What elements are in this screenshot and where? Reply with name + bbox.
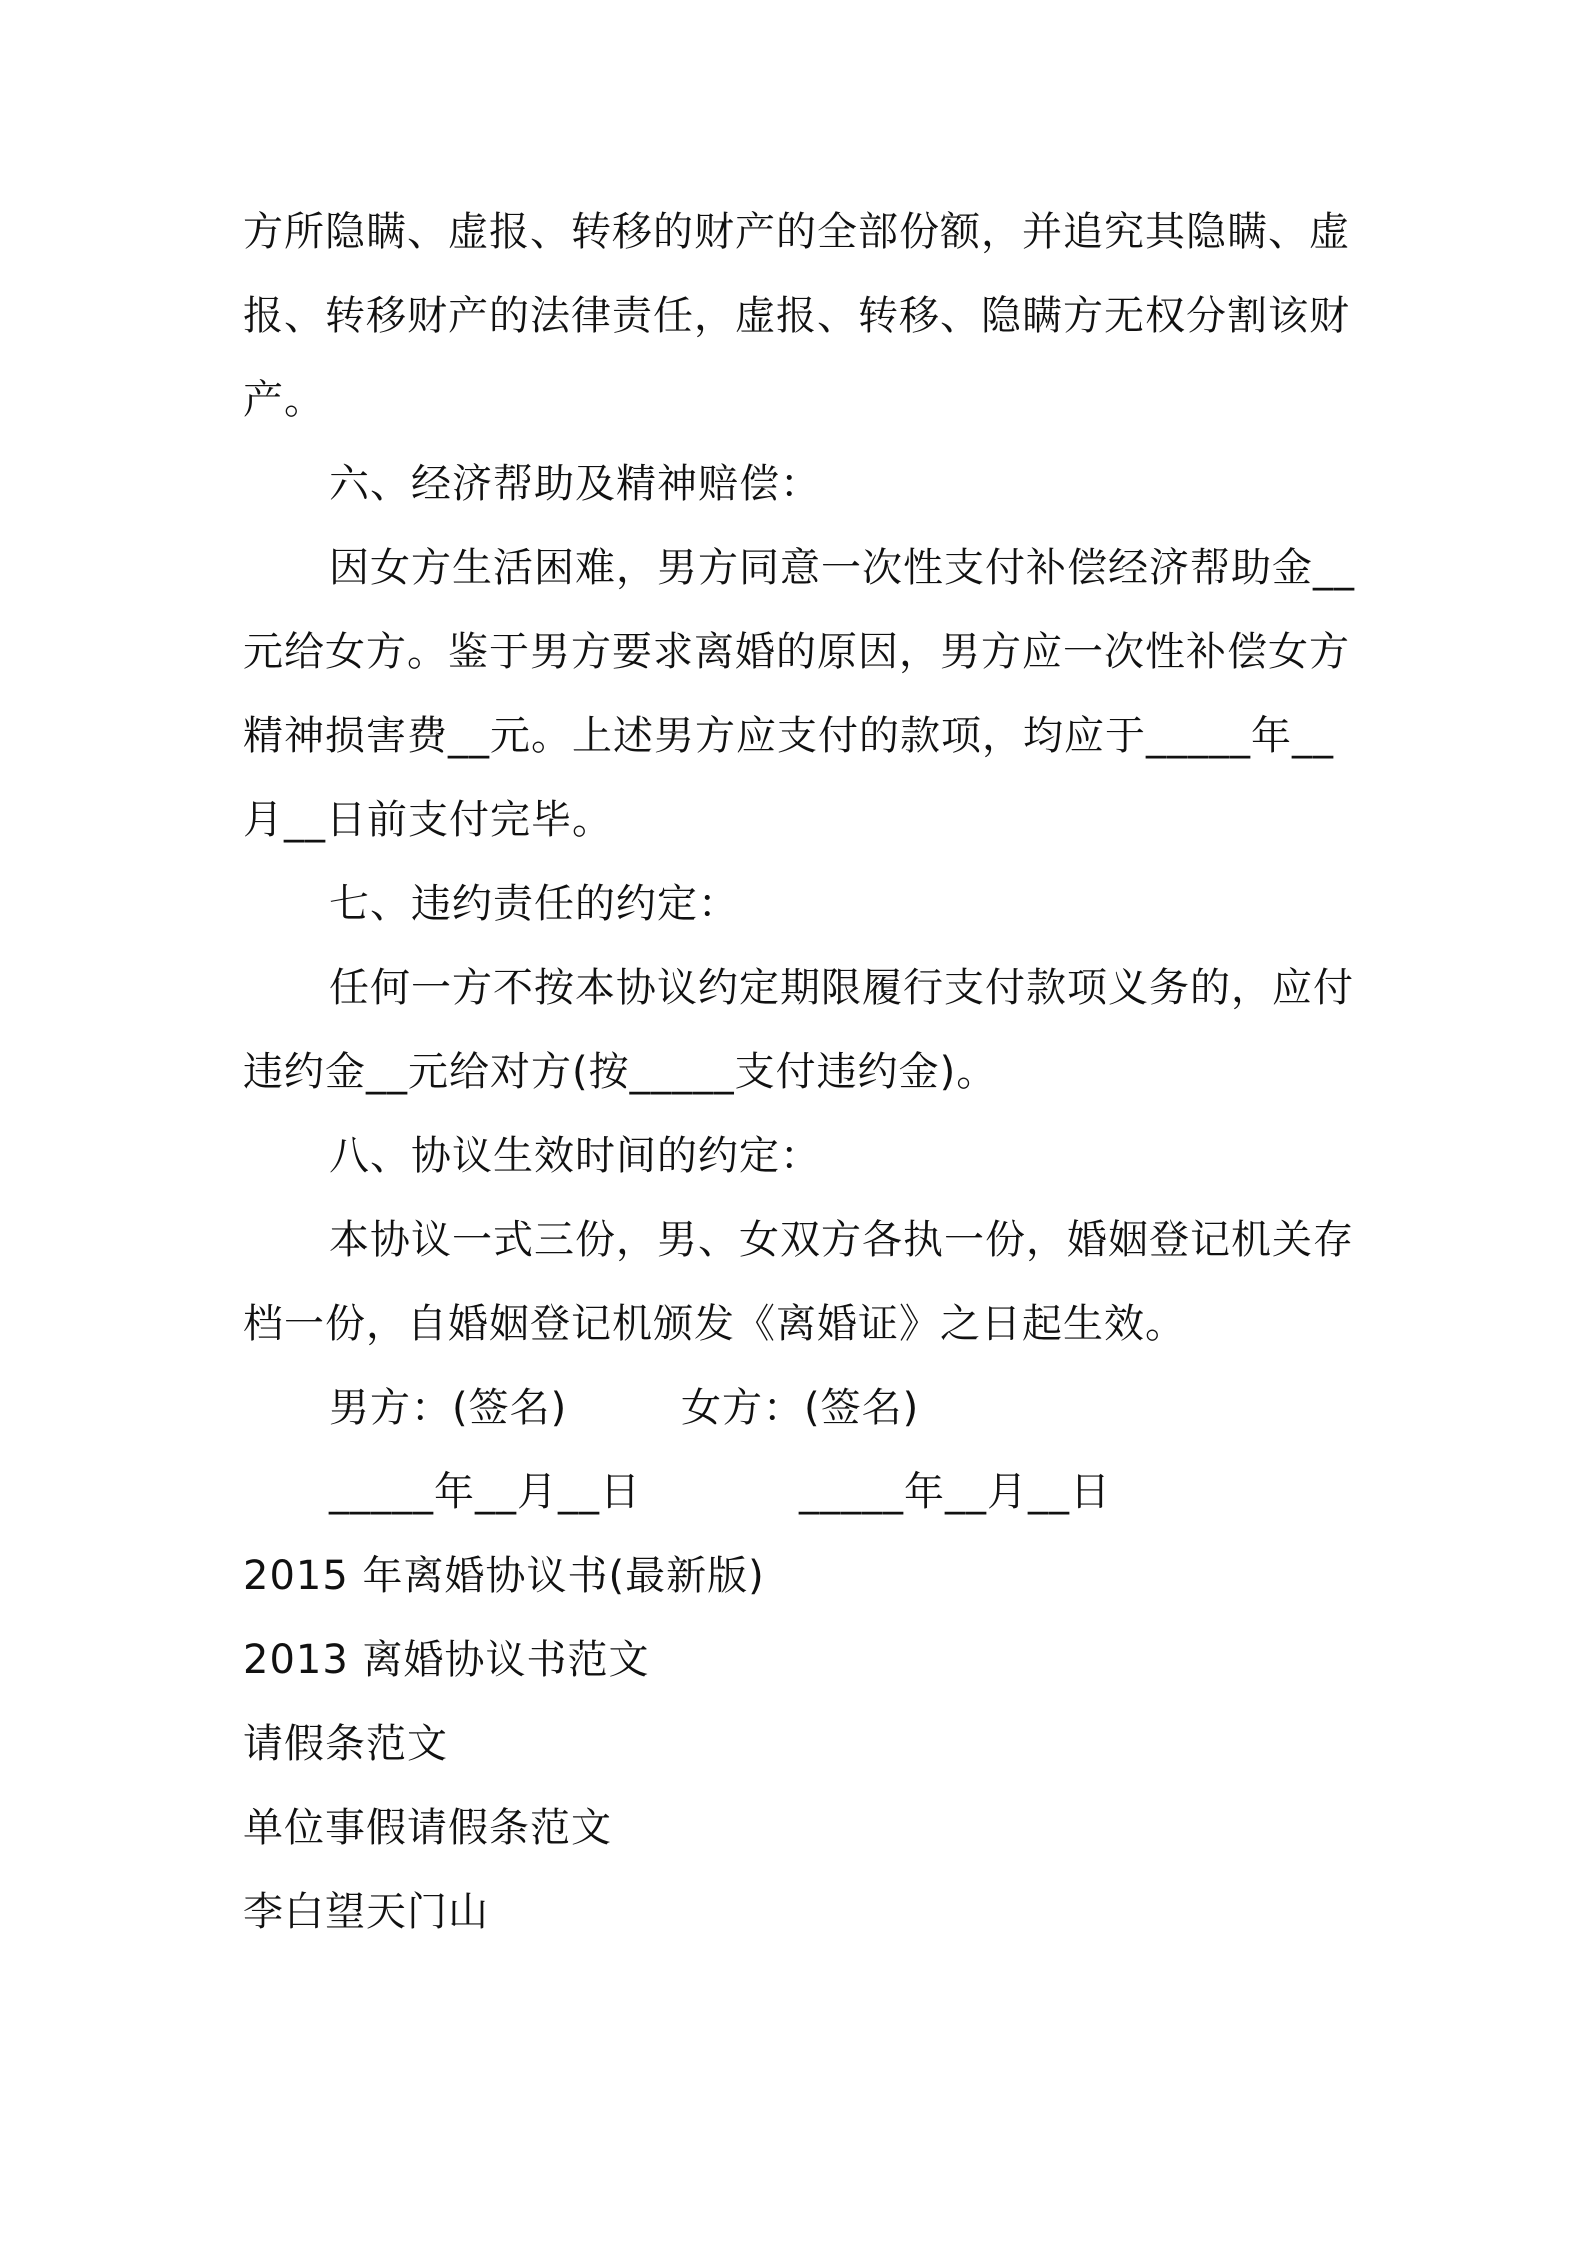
section-heading-economic-help: 六、经济帮助及精神赔偿：: [329, 461, 821, 507]
male-date-blank: _____年__月__日: [329, 1469, 641, 1515]
related-link[interactable]: 请假条范文: [243, 1721, 448, 1767]
paragraph-effective-date: 本协议一式三份，男、女双方各执一份，婚姻登记机关存档一份，自婚姻登记机颁发《离婚证》之日起生效。: [243, 1217, 1354, 1347]
paragraph-economic-help: 因女方生活困难，男方同意一次性支付补偿经济帮助金__元给女方。鉴于男方要求离婚的原因，男方应一次性补偿女方精神损害费__元。上述男方应支付的款项，均应于_____年__月__日前支付完毕。: [243, 545, 1355, 843]
male-signature-label: 男方：(签名): [329, 1385, 568, 1431]
related-links-list: [243, 1534, 1363, 1954]
related-link[interactable]: 2013 离婚协议书范文: [243, 1637, 650, 1683]
signature-row: [243, 1366, 1363, 1450]
section-heading-breach-liability: 七、违约责任的约定：: [329, 881, 739, 927]
related-link[interactable]: 单位事假请假条范文: [243, 1805, 612, 1851]
paragraph-property-concealment: 方所隐瞒、虚报、转移的财产的全部份额，并追究其隐瞒、虚报、转移财产的法律责任，虚报、转移、隐瞒方无权分割该财产。: [243, 209, 1350, 423]
date-row: [243, 1450, 1363, 1534]
female-date-blank: _____年__月__日: [799, 1469, 1111, 1515]
related-link[interactable]: 李白望天门山: [243, 1889, 489, 1935]
paragraph-breach-liability: 任何一方不按本协议约定期限履行支付款项义务的，应付违约金__元给对方(按_____支付违约金)。: [243, 965, 1354, 1095]
related-link[interactable]: 2015 年离婚协议书(最新版): [243, 1553, 765, 1599]
female-signature-label: 女方：(签名): [681, 1385, 920, 1431]
document-body: [243, 190, 1363, 1954]
section-heading-effective-date: 八、协议生效时间的约定：: [329, 1133, 821, 1179]
